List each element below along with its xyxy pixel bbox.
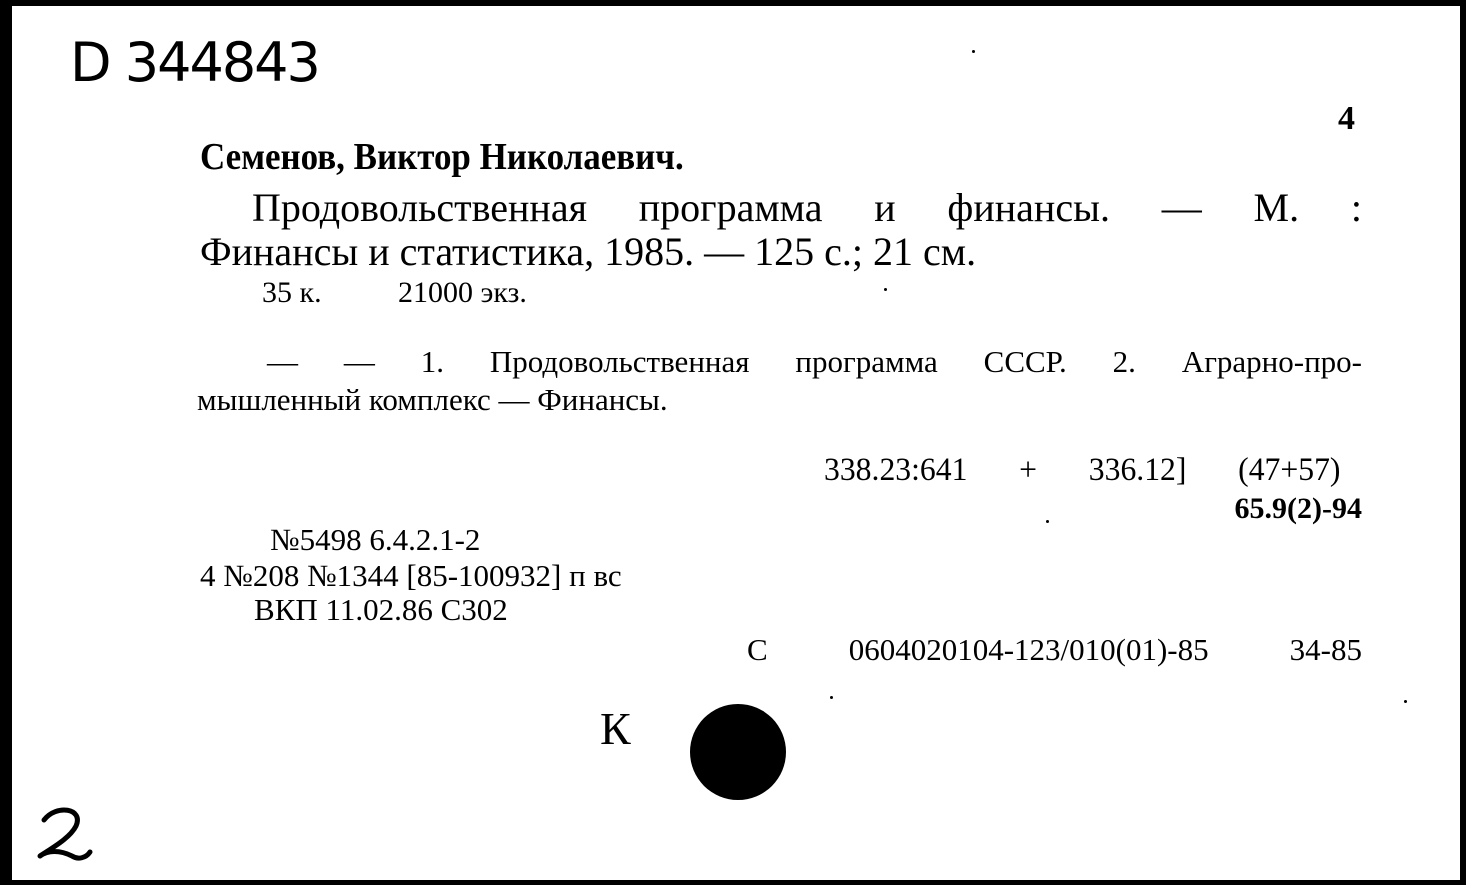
speck <box>1404 700 1407 703</box>
speck <box>830 696 833 699</box>
filled-circle-mark <box>690 704 786 800</box>
corner-number: 4 <box>1338 100 1355 137</box>
speck <box>884 288 887 291</box>
service-code-line-1: №5498 6.4.2.1-2 <box>270 522 481 557</box>
handwritten-mark <box>30 798 100 868</box>
service-code-line-2: 4 №208 №1344 [85-100932] п вс <box>200 558 622 593</box>
speck <box>972 50 975 53</box>
letter-mark: К <box>600 703 631 754</box>
print-run: 21000 экз. <box>398 276 527 309</box>
subject-headings-line-2: мышленный комплекс — Финансы. <box>197 382 668 417</box>
service-code-line-3: ВКП 11.02.86 С302 <box>254 592 508 627</box>
catalog-card <box>12 6 1463 880</box>
price: 35 к. <box>262 276 322 309</box>
title-line-1: Продовольственная программа и финансы. — М. : <box>252 185 1362 230</box>
author-heading: Семенов, Виктор Николаевич. <box>200 136 684 178</box>
udc-index: 338.23:641 + 336.12] (47+57) <box>824 452 1341 488</box>
card-id: D 344843 <box>70 31 319 94</box>
subject-headings-line-1: — — 1. Продовольственная программа СССР. 2. Аграрно-про- <box>267 344 1362 379</box>
title-line-2: Финансы и статистика, 1985. — 125 с.; 21 см. <box>200 229 977 274</box>
publisher-index: С 0604020104-123/010(01)-85 34-85 <box>747 632 1362 667</box>
bbk-index: 65.9(2)-94 <box>1234 492 1362 525</box>
speck <box>1046 520 1049 523</box>
